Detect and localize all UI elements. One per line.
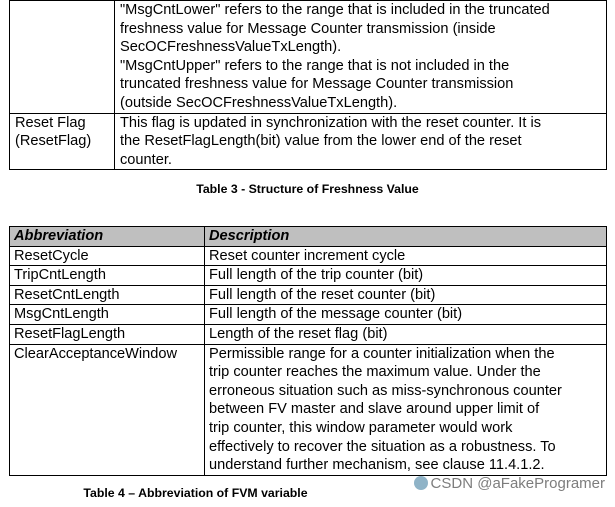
table-row bbox=[10, 113, 607, 170]
field-description-line: SecOCFreshnessValueTxLength). bbox=[120, 39, 342, 56]
field-label-cell bbox=[10, 1, 115, 114]
table-header-row bbox=[10, 227, 607, 247]
field-description-line: (outside SecOCFreshnessValueTxLength). bbox=[120, 94, 398, 111]
description-header: Description bbox=[205, 227, 607, 247]
description-cell bbox=[205, 285, 607, 305]
description-cell bbox=[205, 344, 607, 475]
field-description-line: counter. bbox=[120, 151, 172, 168]
description-line: Full length of the trip counter (bit) bbox=[209, 267, 424, 284]
watermark: CSDN @aFakeProgramer bbox=[414, 475, 605, 492]
field-description-line: freshness value for Message Counter transmission (inside bbox=[120, 20, 496, 37]
abbreviation-cell: ResetCycle bbox=[10, 246, 205, 266]
table-row bbox=[10, 285, 607, 305]
table-row bbox=[10, 1, 607, 114]
description-line: Permissible range for a counter initialization when the bbox=[209, 345, 555, 362]
field-description-line: This flag is updated in synchronization with the reset counter. It is bbox=[120, 114, 542, 131]
abbreviation-cell: ResetFlagLength bbox=[10, 324, 205, 344]
field-description-line: truncated freshness value for Message Counter transmission bbox=[120, 76, 514, 93]
table-row bbox=[10, 305, 607, 325]
table-4-caption: Table 4 – Abbreviation of FVM variable bbox=[83, 486, 308, 500]
description-line: Reset counter increment cycle bbox=[209, 247, 406, 264]
field-label-cell bbox=[10, 113, 115, 170]
field-description-cell bbox=[115, 113, 607, 170]
field-description-cell bbox=[115, 1, 607, 114]
abbreviation-cell: TripCntLength bbox=[10, 266, 205, 286]
freshness-value-structure-table bbox=[9, 0, 607, 170]
table-row bbox=[10, 246, 607, 266]
field-label-line: Reset Flag bbox=[15, 114, 86, 131]
description-line: Length of the reset flag (bit) bbox=[209, 325, 388, 342]
description-line: understand further mechanism, see clause 11.4.1.2. bbox=[209, 457, 545, 474]
fvm-abbreviation-table bbox=[9, 226, 607, 476]
description-line: trip counter reaches the maximum value. Under the bbox=[209, 364, 541, 381]
abbreviation-cell: ClearAcceptanceWindow bbox=[10, 344, 205, 475]
description-cell bbox=[205, 324, 607, 344]
csdn-logo-icon bbox=[414, 476, 428, 490]
table-row bbox=[10, 324, 607, 344]
description-line: Full length of the message counter (bit) bbox=[209, 306, 463, 323]
table-row bbox=[10, 344, 607, 475]
description-cell bbox=[205, 266, 607, 286]
field-description-line: "MsgCntUpper" refers to the range that is not included in the bbox=[120, 57, 510, 74]
field-description-line: "MsgCntLower" refers to the range that is included in the truncated bbox=[120, 2, 550, 18]
description-cell bbox=[205, 305, 607, 325]
description-line: effectively to recover the situation as a robustness. To bbox=[209, 438, 556, 455]
field-description-line: the ResetFlagLength(bit) value from the lower end of the reset bbox=[120, 133, 522, 150]
description-line: trip counter, this window parameter would work bbox=[209, 419, 513, 436]
description-line: erroneous situation such as miss-synchronous counter bbox=[209, 382, 562, 399]
field-label-line: (ResetFlag) bbox=[15, 133, 92, 150]
description-line: Full length of the reset counter (bit) bbox=[209, 286, 436, 303]
description-cell bbox=[205, 246, 607, 266]
table-3-caption: Table 3 - Structure of Freshness Value bbox=[196, 182, 419, 196]
abbreviation-cell: ResetCntLength bbox=[10, 285, 205, 305]
table-row bbox=[10, 266, 607, 286]
description-line: between FV master and slave around upper limit of bbox=[209, 401, 540, 418]
abbreviation-header: Abbreviation bbox=[10, 227, 205, 247]
abbreviation-cell: MsgCntLength bbox=[10, 305, 205, 325]
